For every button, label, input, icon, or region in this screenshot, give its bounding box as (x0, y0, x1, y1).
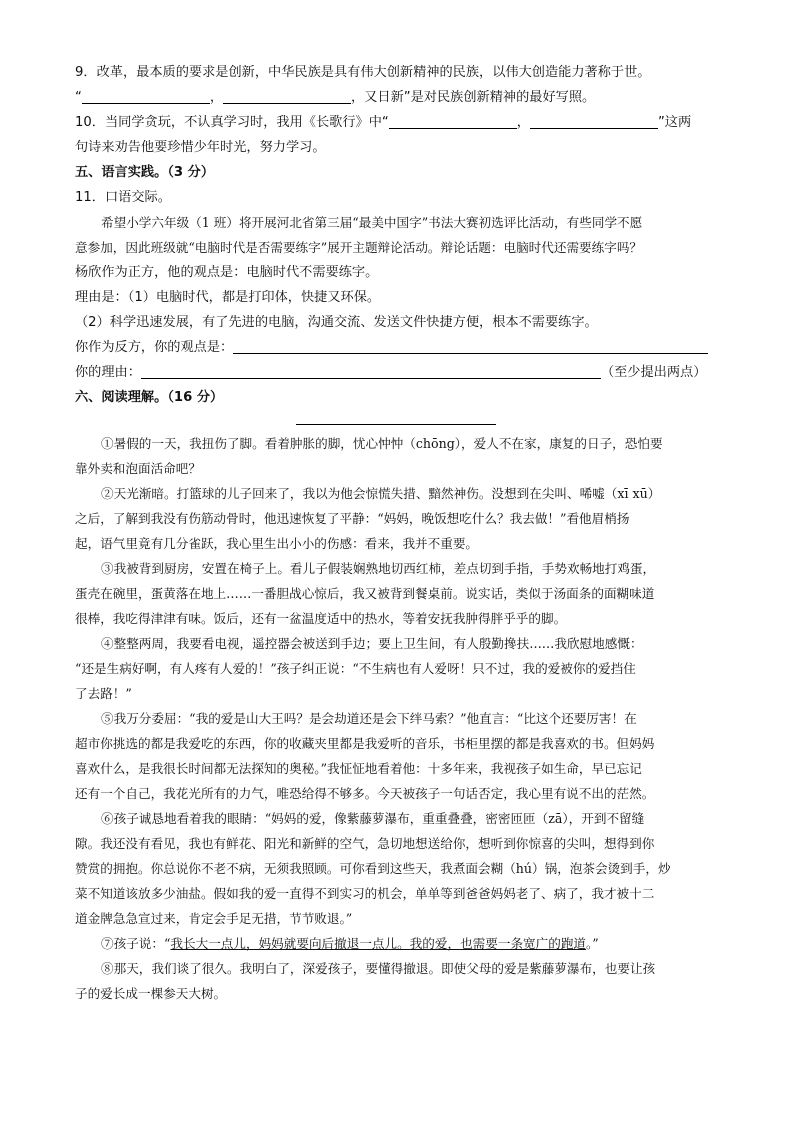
con-reason-label: 你的理由： (75, 365, 141, 380)
question-11-para-line-1: 希望小学六年级（1 班）将开展河北省第三届“最美中国字”书法大赛初选评比活动，有些同学不愿 (101, 215, 643, 230)
article-p1-line-1: ①暑假的一天，我扭伤了脚。看着肿胀的脚，忧心忡忡（chōng），爱人不在家，康复的日子，恐怕要 (101, 436, 663, 451)
article-p3-line-1: ③我被背到厨房，安置在椅子上。看儿子假装娴熟地切西红柿，差点切到手指，手势欢畅地打鸡蛋， (101, 561, 656, 576)
article-p6-line-1: ⑥孩子诚恳地看着我的眼睛：“妈妈的爱，像紫藤萝瀑布，重重叠叠，密密匝匝（zā），开到不留缝 (101, 811, 645, 826)
answer-blank-10a[interactable] (389, 113, 517, 129)
article-p4-line-3: 了去路！” (75, 686, 132, 701)
article-p6-line-3: 赞赏的拥抱。你总说你不老不病，无须我照顾。可你看到这些天，我煮面会糊（hú）锅，泡茶会烫到手，炒 (75, 861, 671, 876)
article-p7-prefix: ⑦孩子说：“ (101, 936, 171, 951)
comma: ， (516, 115, 530, 130)
article-p3-line-3: 很棒，我吃得津津有味。饭后，还有一盆温度适中的热水，等着安抚我肿得胖乎乎的脚。 (75, 611, 567, 626)
con-reason-note: （至少提出两点） (600, 365, 707, 380)
article-p3-line-2: 蛋壳在碗里，蛋黄落在地上……一番胆战心惊后，我又被背到餐桌前。说实话，类似于汤面条的面糊味道 (75, 586, 655, 601)
question-10-suffix: ”这两 (657, 115, 692, 130)
question-10-prefix: 10．当同学贪玩，不认真学习时，我用《长歌行》中“ (75, 115, 389, 130)
article-p1-line-2: 靠外卖和泡面活命吧？ (75, 461, 201, 476)
con-reason-answer-blank[interactable] (141, 363, 601, 379)
question-10-line-2: 句诗来劝告他要珍惜少年时光，努力学习。 (75, 140, 326, 155)
article-p2-line-1: ②天光渐暗。打篮球的儿子回来了，我以为他会惊慌失措、黯然神伤。没想到在尖叫、唏嘘（xī xū） (101, 486, 661, 501)
con-side-view-line (75, 335, 721, 360)
question-9-blanks-line (75, 85, 721, 110)
question-9-text: 9．改革，最本质的要求是创新，中华民族是具有伟大创新精神的民族，以伟大创造能力著称于世。 (75, 65, 651, 80)
pro-side-view: 杨欣作为正方，他的观点是：电脑时代不需要练字。 (75, 265, 379, 280)
con-view-label: 你作为反方，你的观点是： (75, 340, 234, 355)
con-view-answer-blank[interactable] (233, 338, 708, 354)
article-p2-line-3: 起，语气里竟有几分雀跃，我心里生出小小的伤感：看来，我并不重要。 (75, 536, 478, 551)
article-p7-underlined-sentence: 我长大一点儿，妈妈就要向后撤退一点儿。我的爱，也需要一条宽广的跑道 (170, 936, 587, 951)
section-6-title: 六、阅读理解。（16 分） (75, 390, 224, 405)
pro-side-reason-1: 理由是：（1）电脑时代，都是打印体，快捷又环保。 (75, 290, 381, 305)
question-11-title: 11．口语交际。 (75, 190, 171, 205)
pro-side-reason-2: （2）科学迅速发展，有了先进的电脑，沟通交流、发送文件快捷方便，根本不需要练字。 (75, 315, 598, 330)
article-p8-line-1: ⑧那天，我们谈了很久。我明白了，深爱孩子，要懂得撤退。即使父母的爱是紫藤萝瀑布，也要让孩 (101, 961, 656, 976)
article-p8-line-2: 子的爱长成一棵参天大树。 (75, 986, 227, 1001)
question-9-tail: ，又日新”是对民族创新精神的最好写照。 (351, 90, 596, 105)
con-side-reason-line (75, 360, 721, 385)
article-p7-suffix: 。” (586, 936, 599, 951)
article-p4-line-2: “还是生病好啊，有人疼有人爱的！”孩子纠正说：“不生病也有人爱呀！只不过，我的爱被你的爱挡住 (75, 661, 636, 676)
article-p6-line-4: 菜不知道该放多少油盐。假如我的爱一直得不到实习的机会，单单等到爸爸妈妈老了、病了，我才被十二 (75, 886, 655, 901)
section-5-title: 五、语言实践。（3 分） (75, 165, 215, 180)
article-p5-line-2: 超市你挑选的都是我爱吃的东西，你的收藏夹里都是我爱听的音乐，书柜里摆的都是我喜欢的书。但妈妈 (75, 736, 655, 751)
comma: ， (209, 90, 224, 105)
article-p7 (75, 931, 721, 956)
answer-blank-10b[interactable] (530, 113, 658, 129)
answer-blank-9a[interactable] (82, 88, 210, 104)
article-p2-line-2: 之后，了解到我没有伤筋动骨时，他迅速恢复了平静：“妈妈，晚饭想吃什么？我去做！”看他眉梢扬 (75, 511, 630, 526)
open-quote: “ (75, 90, 82, 105)
article-p5-line-4: 还有一个自己，我花光所有的力气，唯恐给得不够多。今天被孩子一句话否定，我心里有说不出的茫然。 (75, 786, 655, 801)
exam-page (75, 60, 721, 1006)
article-p6-line-2: 隙。我还没有看见，我也有鲜花、阳光和新鲜的空气，急切地想送给你，想听到你惊喜的尖叫，想得到你 (75, 836, 655, 851)
answer-blank-9b[interactable] (223, 88, 351, 104)
article-p4-line-1: ④整整两周，我要看电视，遥控器会被送到手边；要上卫生间，有人殷勤搀扶……我欣慰地感慨： (101, 636, 643, 651)
title-blank-rule[interactable] (296, 424, 496, 425)
question-11-para-line-2: 意参加，因此班级就“电脑时代是否需要练字”展开主题辩论活动。辩论话题：电脑时代还需要练字吗？ (75, 240, 643, 255)
article-p5-line-3: 喜欢什么，是我很长时间都无法探知的奥秘。”我怔怔地看着他：十多年来，我视孩子如生命，早已忘记 (75, 761, 642, 776)
article-p6-line-5: 道金牌急急宣过来，肯定会手足无措，节节败退。” (75, 911, 353, 926)
question-10-line-1 (75, 110, 721, 135)
article-p5-line-1: ⑤我万分委屈：“我的爱是山大王吗？是会劫道还是会下绊马索？”他直言：“比这个还要厉害！在 (101, 711, 637, 726)
